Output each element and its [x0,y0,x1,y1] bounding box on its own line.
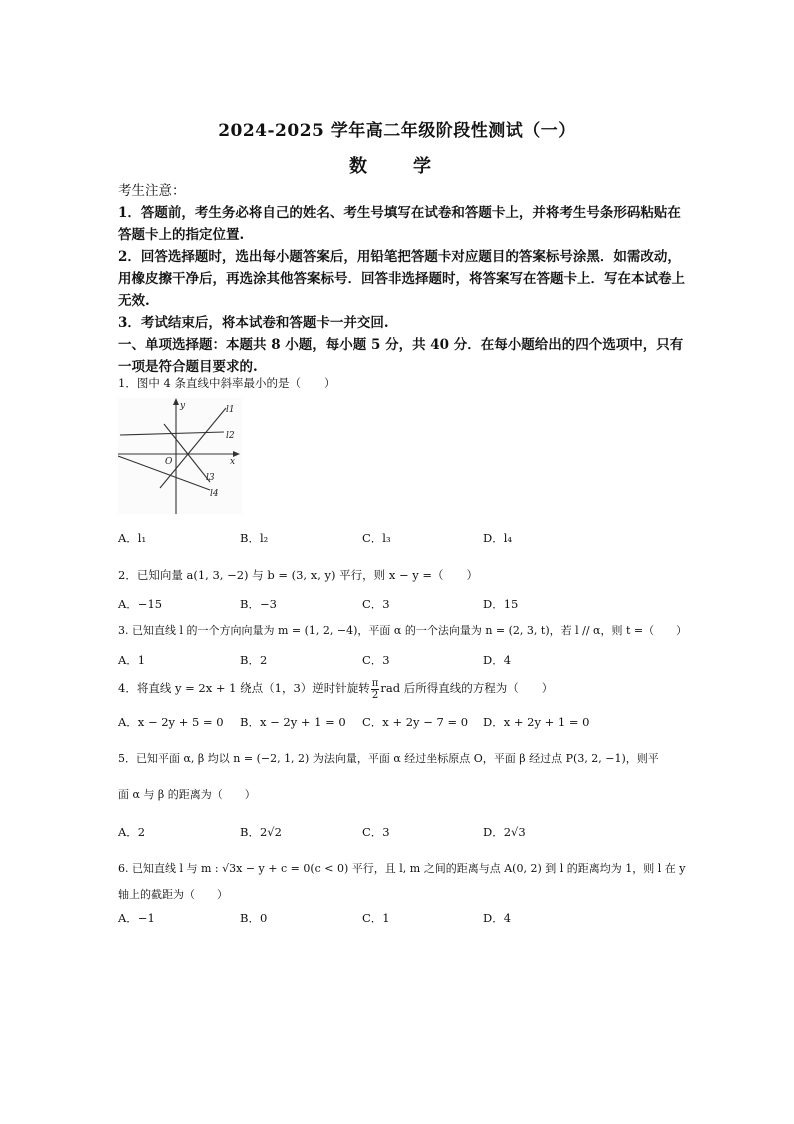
l1-label: l1 [226,405,235,415]
notice-heading: 考生注意： [118,183,186,199]
exam-title: 2024-2025 学年高二年级阶段性测试（一） [218,121,576,141]
notice-item-2-text: 回答选择题时，选出每小题答案后，用铅笔把答题卡对应题目的答案标号涂黑．如需改动，用橡皮擦干净后，再选涂其他答案标号．回答非选择题时，将答案写在答题卡上．写在本试卷上无效. [118,249,685,309]
notice-item-1-text: 答题前，考生务必将自己的姓名、考生号填写在试卷和答题卡上，并将考生号条形码粘贴在答题卡上的指定位置. [118,205,681,243]
question-6-stem-line-1: 6. 已知直线 l 与 m : √3x − y + c = 0(c < 0) 平行，且 l, m 之间的距离与点 A(0, 2) 到 l 的距离均为 1，则 l 在 y [118,862,686,875]
notice-item-2 [118,246,688,312]
option-d[interactable]: D．x + 2y + 1 = 0 [483,715,590,729]
question-5-stem-line-2: 面 α 与 β 的距离为（ ） [118,788,256,801]
option-b[interactable]: B．2√2 [240,825,282,839]
option-a[interactable]: A．−15 [118,597,163,611]
notice-item-1 [118,202,688,246]
option-a[interactable]: A．x − 2y + 5 = 0 [118,715,224,729]
question-2-stem: 2．已知向量 a(1, 3, −2) 与 b = (3, x, y) 平行，则 x − y =（ ） [118,568,479,582]
question-3-stem: 3. 已知直线 l 的一个方向向量为 m = (1, 2, −4)，平面 α 的一个法向量为 n = (2, 3, t)，若 l // α，则 t =（ ） [118,624,688,637]
question-2-options [118,596,688,614]
option-b[interactable]: B．−3 [240,597,277,611]
y-axis-arrow [173,398,179,405]
question-1-options [118,530,688,548]
notice-item-1-num: 1． [118,205,141,221]
x-axis-label: x [230,457,236,467]
fraction-denominator: 2 [371,689,379,701]
subject-title: 数 学 [349,156,445,177]
option-c[interactable]: C．3 [362,597,390,611]
question-1-figure [118,398,242,514]
question-5-options [118,824,688,842]
notice-block [118,180,688,378]
option-d[interactable]: D．4 [483,653,512,667]
option-d[interactable]: D．15 [483,597,519,611]
notice-item-3-num: 3． [118,315,141,331]
notice-item-3-text: 考试结束后，将本试卷和答题卡一并交回. [140,315,389,331]
option-a[interactable]: A．1 [118,653,146,667]
line-l1 [160,408,226,488]
option-c[interactable]: C．l₃ [362,531,391,545]
option-c[interactable]: C．x + 2y − 7 = 0 [362,715,469,729]
option-b[interactable]: B．2 [240,653,268,667]
l2-label: l2 [226,431,235,441]
question-6-stem-line-2: 轴上的截距为（ ） [118,888,228,901]
question-4-stem-after: rad 后所得直线的方程为（ ） [380,681,554,695]
question-1-stem: 1．图中 4 条直线中斜率最小的是（ ） [118,376,336,390]
section-heading: 一、单项选择题：本题共 8 小题，每小题 5 分，共 40 分．在每小题给出的四个选项中，只有一项是符合题目要求的. [118,337,684,375]
question-6-options [118,910,688,928]
question-4-options [118,714,688,732]
question-5-stem-line-1: 5．已知平面 α, β 均以 n = (−2, 1, 2) 为法向量，平面 α 经过坐标原点 O，平面 β 经过点 P(3, 2, −1)，则平 [118,752,659,765]
option-d[interactable]: D．4 [483,911,512,925]
option-c[interactable]: C．3 [362,825,390,839]
fraction-numerator: π [371,677,379,689]
question-4-stem-before: 4．将直线 y = 2x + 1 绕点（1，3）逆时针旋转 [118,681,370,695]
l3-label: l3 [206,473,215,483]
option-a[interactable]: A．l₁ [118,531,147,545]
option-d[interactable]: D．l₄ [483,531,513,545]
fraction-pi-over-2 [371,678,380,701]
question-4-stem [118,676,688,701]
notice-item-3 [118,312,688,334]
option-d[interactable]: D．2√3 [483,825,526,839]
origin-label: O [165,457,173,467]
option-a[interactable]: A．−1 [118,911,155,925]
question-3-options [118,652,688,670]
l4-label: l4 [210,489,219,499]
option-c[interactable]: C．1 [362,911,390,925]
line-l4 [118,456,210,490]
option-b[interactable]: B．x − 2y + 1 = 0 [240,715,346,729]
option-c[interactable]: C．3 [362,653,390,667]
option-a[interactable]: A．2 [118,825,146,839]
lines-graph [118,398,242,514]
notice-item-2-num: 2． [118,249,141,265]
option-b[interactable]: B．0 [240,911,268,925]
y-axis-label: y [180,401,186,411]
option-b[interactable]: B．l₂ [240,531,269,545]
